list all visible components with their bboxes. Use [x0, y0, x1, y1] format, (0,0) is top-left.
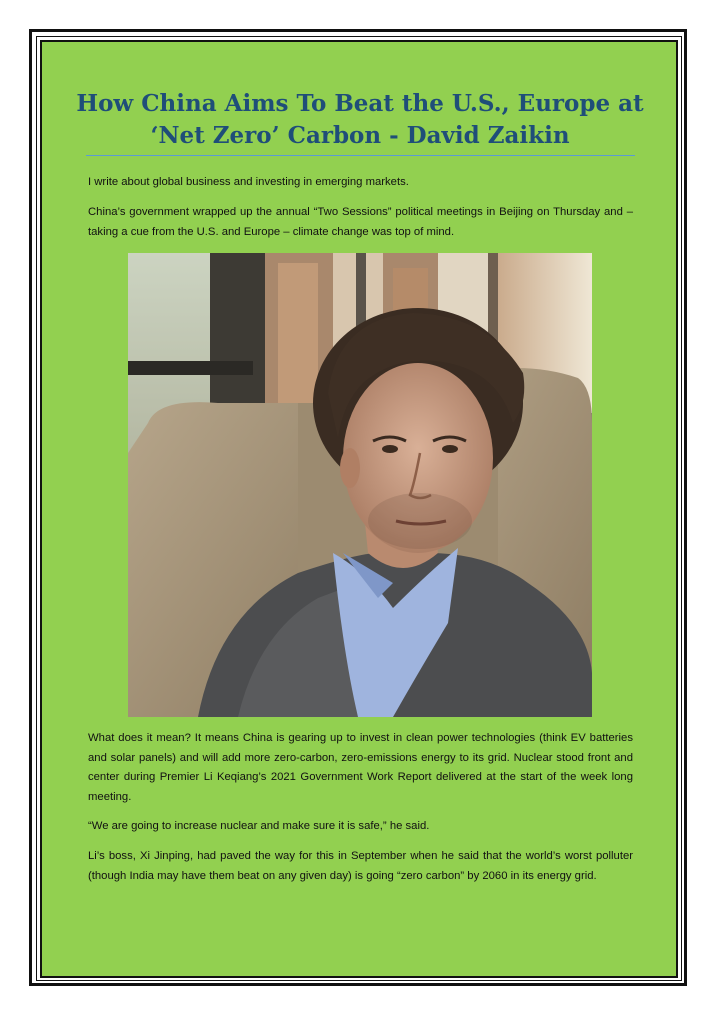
article-paragraph-xi-jinping: Li’s boss, Xi Jinping, had paved the way for this in September when he said that the world’s worst polluter (though India may have them beat on any given day) is going “zero carbon” by 2060 in its energy grid. [88, 850, 633, 882]
author-portrait-illustration [128, 253, 592, 717]
article-paragraph-meaning: What does it mean? It means China is gearing up to invest in clean power technologies (think EV batteries and solar panels) and will add more zero-carbon, zero-emissions energy to its grid. Nuclear stood front and center during Premier Li Keqiang’s 2021 Government Work Report delivered at the start of the week long meeting. [88, 732, 633, 803]
title-underline-rule [86, 155, 635, 156]
article-paragraph-intro: I write about global business and investing in emerging markets. [88, 176, 409, 188]
author-photo [128, 253, 592, 717]
article-paragraph-two-sessions: China’s government wrapped up the annual “Two Sessions” political meetings in Beijing on Thursday and – taking a cue from the U.S. and Europe – climate change was top of mind. [88, 206, 633, 238]
article-paragraph-quote: “We are going to increase nuclear and make sure it is safe,” he said. [88, 820, 430, 832]
article-title: How China Aims To Beat the U.S., Europe at ‘Net Zero’ Carbon - David Zaikin [76, 90, 644, 149]
